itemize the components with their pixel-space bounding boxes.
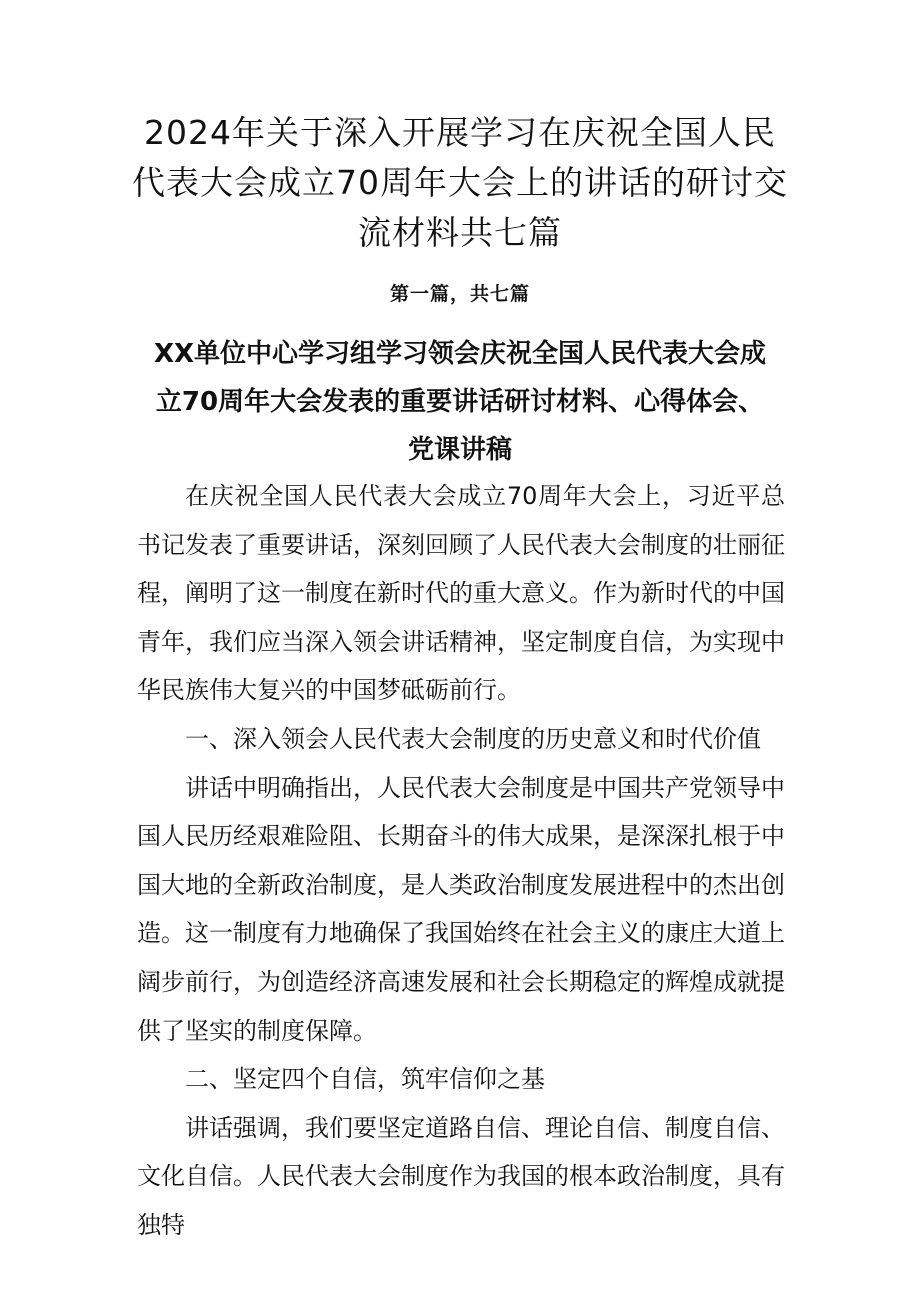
paragraph: 讲话中明确指出，人民代表大会制度是中国共产党领导中国人民历经艰难险阻、长期奋斗的伟大成果，是深深扎根于中国大地的全新政治制度，是人类政治制度发展进程中的杰出创造。这一制度有力地确保了我国始终在社会主义的康庄大道上阔步前行，为创造经济高速发展和社会长期稳定的辉煌成就提供了坚实的制度保障。 [137,773,785,1045]
body-text [137,472,785,1250]
section-heading: 一、深入领会人民代表大会制度的历史意义和时代价值 [185,724,761,753]
article-title: XX单位中心学习组学习领会庆祝全国人民代表大会成立70周年大会发表的重要讲话研讨材料、心得体会、党课讲稿 [153,339,767,465]
paragraph: 在庆祝全国人民代表大会成立70周年大会上，习近平总书记发表了重要讲话，深刻回顾了人民代表大会制度的壮丽征程，阐明了这一制度在新时代的重大意义。作为新时代的中国青年，我们应当深入领会讲话精神，坚定制度自信，为实现中华民族伟大复兴的中国梦砥砺前行。 [137,482,785,705]
section-heading: 二、坚定四个自信，筑牢信仰之基 [185,1065,545,1094]
section-label: 第一篇，共七篇 [389,283,530,305]
document-title: 2024年关于深入开展学习在庆祝全国人民代表大会成立70周年大会上的讲话的研讨交流材料共七篇 [132,113,788,252]
paragraph: 讲话强调，我们要坚定道路自信、理论自信、制度自信、文化自信。人民代表大会制度作为我国的根本政治制度，具有独特 [137,1113,785,1239]
